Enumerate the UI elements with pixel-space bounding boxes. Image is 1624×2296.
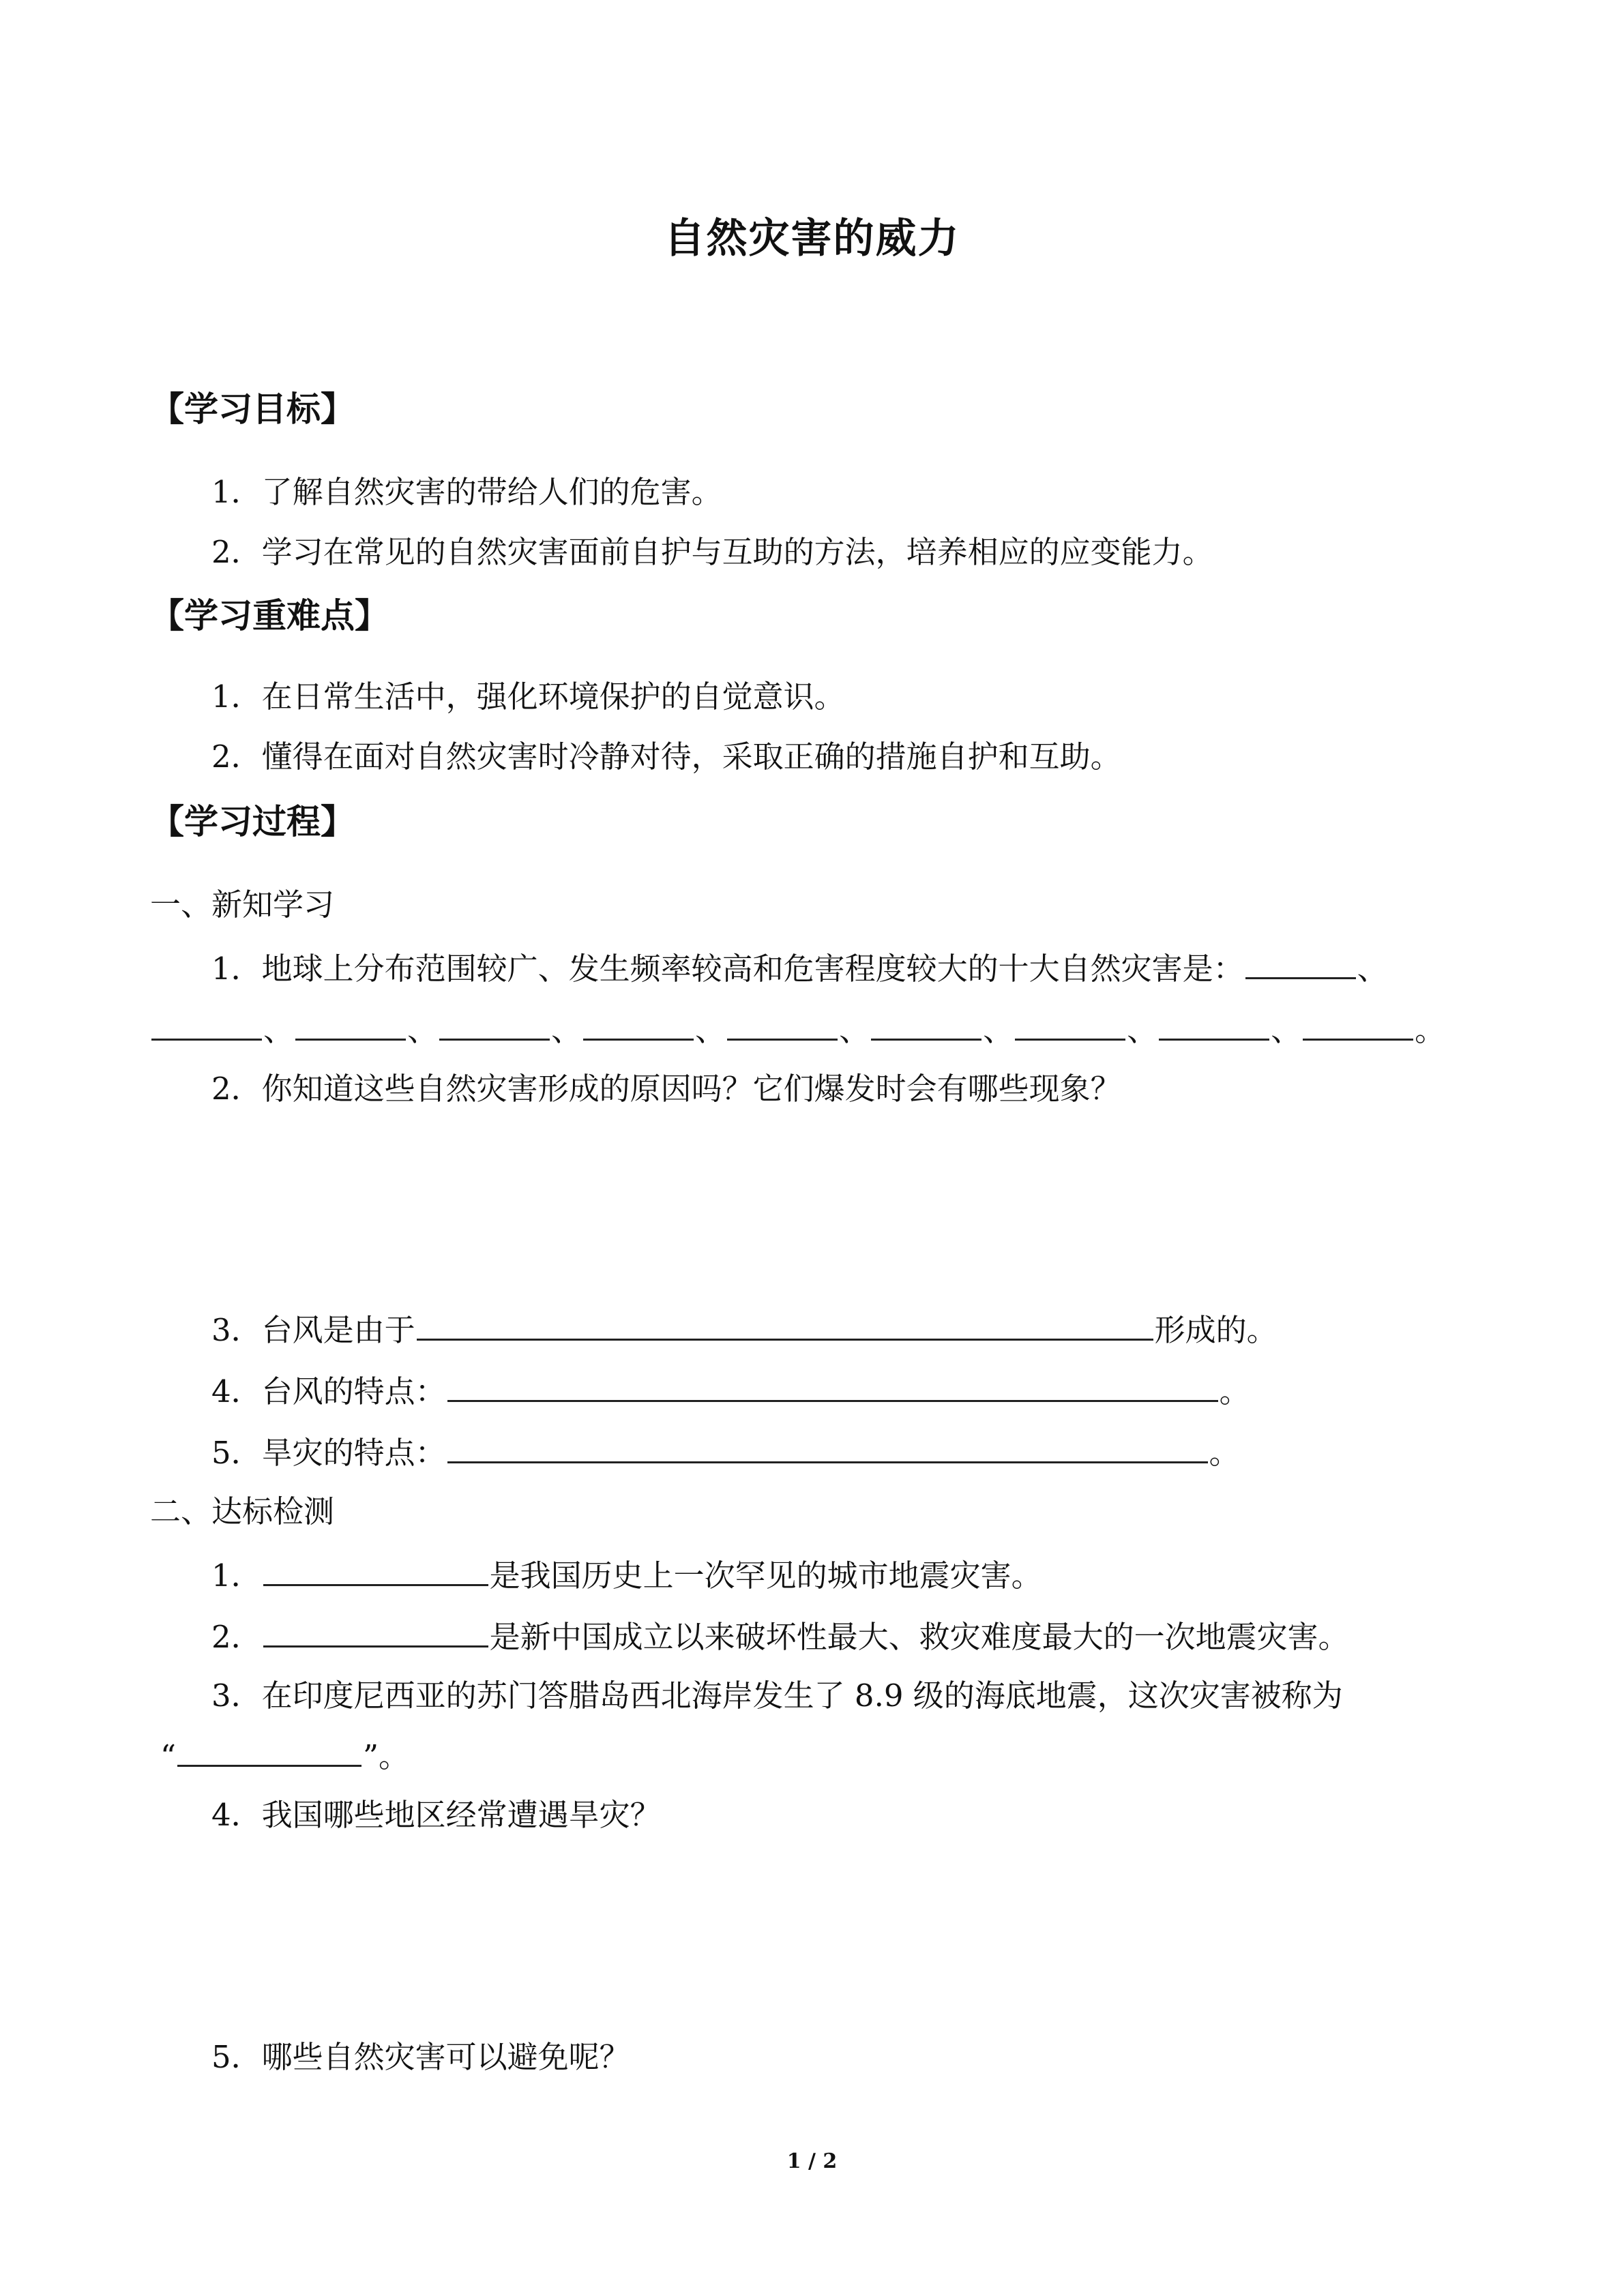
part2-label: 二、达标检测 [150,1493,335,1530]
q1-suffix: 是我国历史上一次罕见的城市地震灾害。 [489,1557,1042,1594]
close-quote: ”。 [363,1738,410,1774]
part2-question-5: 5．哪些自然灾害可以避免呢？ [211,2039,630,2075]
answer-blank[interactable] [151,1006,262,1041]
section-heading-key-points: 【学习重难点】 [150,596,389,636]
list-separator: 、 [263,1012,295,1048]
answer-blank[interactable] [727,1006,838,1041]
q2-prefix: 2． [211,1619,262,1655]
answer-blank[interactable] [177,1732,361,1767]
goal-item-1: 1．了解自然灾害的带给人们的危害。 [211,474,722,510]
part1-label: 一、新知学习 [150,886,335,923]
page-title: 自然灾害的威力 [664,215,960,263]
part1-question-5 [211,1429,1240,1475]
answer-blank[interactable] [1015,1006,1125,1041]
q4-suffix: 。 [1219,1373,1250,1410]
q1-prefix: 1． [211,1557,262,1594]
answer-blank[interactable] [583,1006,694,1041]
part1-question-2: 2．你知道这些自然灾害形成的原因吗？它们爆发时会有哪些现象？ [211,1071,1121,1107]
answer-blank[interactable] [447,1429,1208,1463]
part2-question-3-blank [160,1732,409,1778]
q4-prefix: 4．台风的特点： [211,1373,446,1410]
answer-blank[interactable] [417,1306,1153,1341]
list-separator: 、 [1127,1012,1158,1048]
answer-blank[interactable] [1159,1006,1269,1041]
list-separator: 、 [551,1012,582,1048]
part2-question-1 [211,1551,1042,1598]
part2-question-2 [211,1613,1349,1659]
part2-question-3: 3．在印度尼西亚的苏门答腊岛西北海岸发生了 8.9 级的海底地震，这次灾害被称为 [211,1678,1343,1714]
part1-question-1-blanks [150,1006,1445,1052]
open-quote: “ [160,1738,177,1774]
key-point-item-1: 1．在日常生活中，强化环境保护的自觉意识。 [211,679,845,715]
q5-suffix: 。 [1209,1435,1240,1471]
section-heading-process: 【学习过程】 [150,802,355,841]
answer-blank[interactable] [1245,944,1356,979]
answer-blank[interactable] [439,1006,550,1041]
page-number: 1 / 2 [786,2149,838,2173]
section-heading-goals: 【学习目标】 [150,389,355,429]
answer-blank[interactable] [447,1367,1218,1402]
q5-prefix: 5．旱灾的特点： [211,1435,446,1471]
part2-question-4: 4．我国哪些地区经常遭遇旱灾？ [211,1797,661,1833]
list-separator: 、 [695,1012,726,1048]
list-end: 。 [1415,1012,1446,1048]
answer-blank[interactable] [295,1006,406,1041]
key-point-item-2: 2．懂得在面对自然灾害时冷静对待，采取正确的措施自护和互助。 [211,739,1121,775]
goal-item-2: 2．学习在常见的自然灾害面前自护与互助的方法，培养相应的应变能力。 [211,534,1213,570]
answer-blank[interactable] [871,1006,981,1041]
q2-suffix: 是新中国成立以来破坏性最大、救灾难度最大的一次地震灾害。 [489,1619,1349,1655]
list-separator: 、 [1357,951,1388,987]
q3-prefix: 3．台风是由于 [211,1312,415,1348]
part1-question-3 [211,1306,1278,1352]
part1-question-1 [211,944,1388,991]
part1-question-4 [211,1367,1250,1414]
list-separator: 、 [839,1012,870,1048]
answer-blank[interactable] [263,1551,488,1586]
list-separator: 、 [1271,1012,1302,1048]
q1-prefix: 1．地球上分布范围较广、发生频率较高和危害程度较大的十大自然灾害是： [211,951,1244,987]
list-separator: 、 [983,1012,1014,1048]
q3-suffix: 形成的。 [1154,1312,1278,1348]
list-separator: 、 [407,1012,439,1048]
answer-blank[interactable] [1303,1006,1413,1041]
answer-blank[interactable] [263,1613,488,1648]
